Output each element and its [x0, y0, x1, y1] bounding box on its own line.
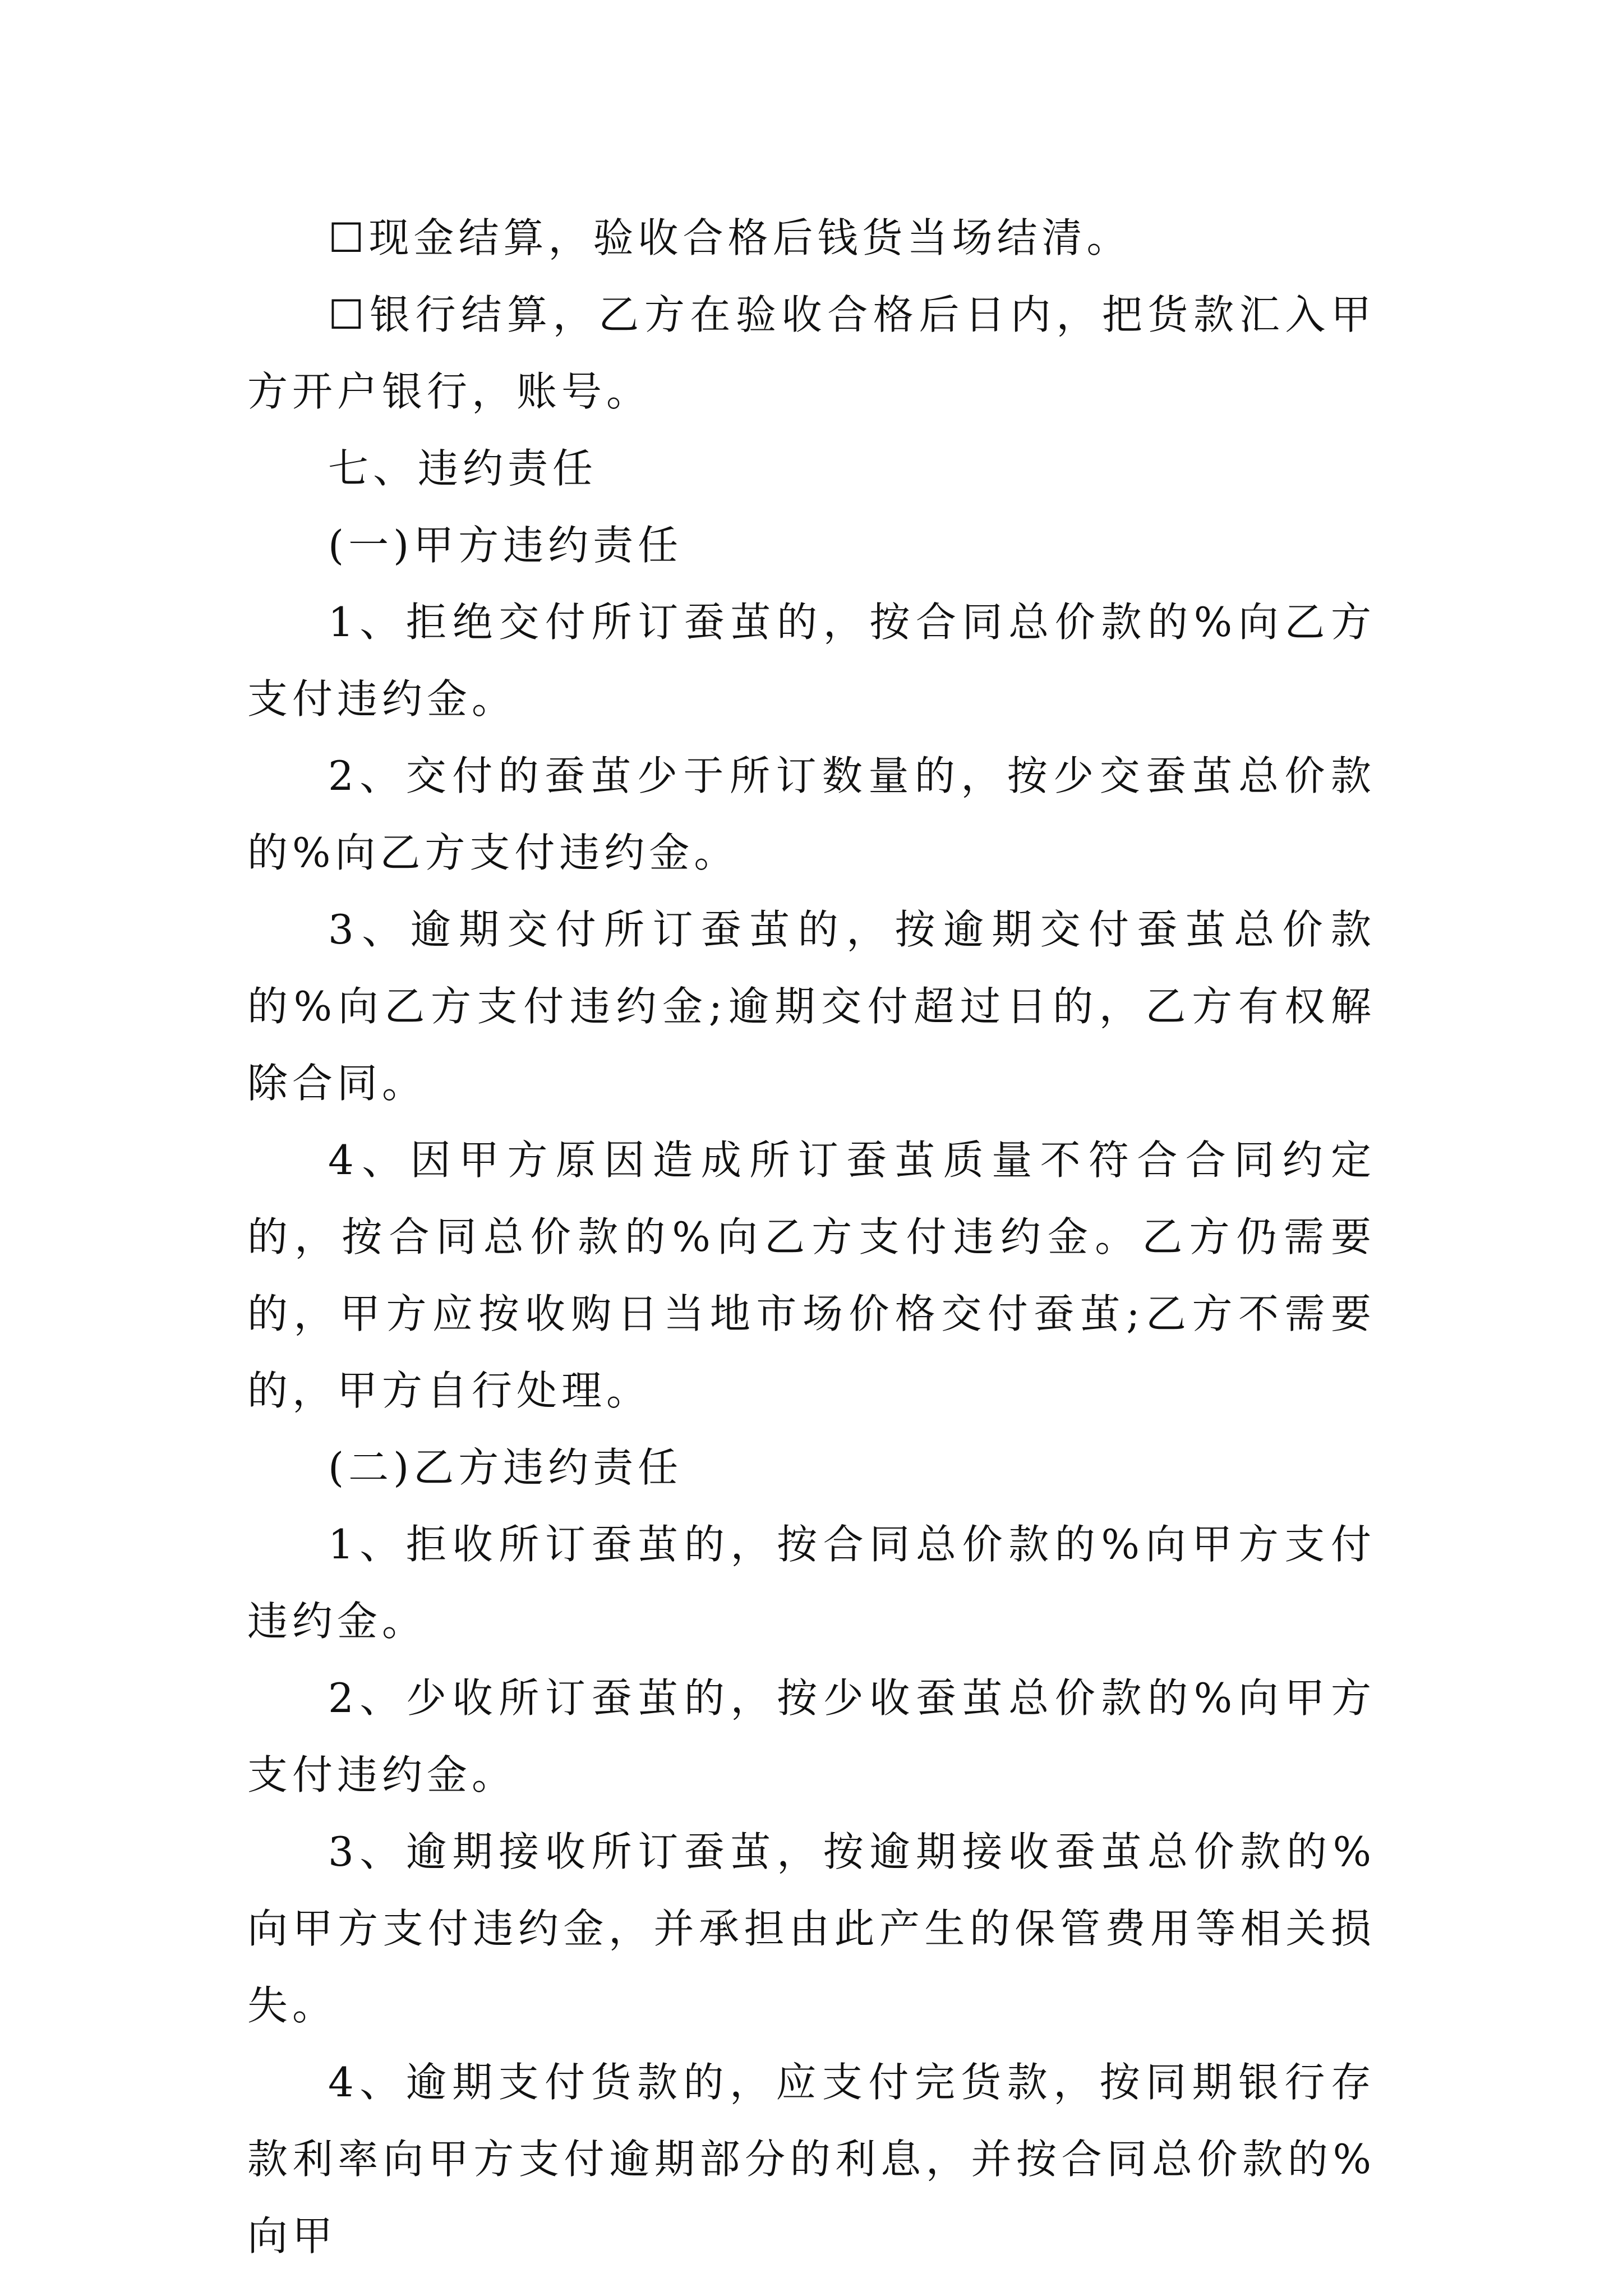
subheading-party-b-liability: (二)乙方违约责任: [328, 1444, 683, 1491]
clause-a-1: 1、拒绝交付所订蚕茧的，按合同总价款的%向乙方支付违约金。: [247, 599, 1376, 723]
paragraph-cash-settlement: ☐现金结算，验收合格后钱货当场结清。: [328, 214, 1132, 261]
section-heading-liability: 七、违约责任: [328, 445, 598, 492]
clause-b-1: 1、拒收所订蚕茧的，按合同总价款的%向甲方支付违约金。: [247, 1521, 1376, 1645]
contract-body: [247, 200, 1376, 2275]
clause-a-3: 3、逾期交付所订蚕茧的，按逾期交付蚕茧总价款的%向乙方支付违约金;逾期交付超过日的，乙方有权解除合同。: [247, 906, 1376, 1107]
clause-b-4: 4、逾期支付货款的，应支付完货款，按同期银行存款利率向甲方支付逾期部分的利息，并按合同总价款的%向甲: [247, 2059, 1376, 2260]
clause-b-2: 2、少收所订蚕茧的，按少收蚕茧总价款的%向甲方支付违约金。: [247, 1674, 1376, 1798]
subheading-party-a-liability: (一)甲方违约责任: [328, 522, 683, 569]
paragraph-bank-settlement: ☐银行结算，乙方在验收合格后日内，把货款汇入甲方开户银行，账号。: [247, 291, 1376, 415]
clause-a-4: 4、因甲方原因造成所订蚕茧质量不符合合同约定的，按合同总价款的%向乙方支付违约金。乙方仍需要的，甲方应按收购日当地市场价格交付蚕茧;乙方不需要的，甲方自行处理。: [247, 1137, 1376, 1414]
clause-a-2: 2、交付的蚕茧少于所订数量的，按少交蚕茧总价款的%向乙方支付违约金。: [247, 752, 1376, 876]
clause-b-3: 3、逾期接收所订蚕茧，按逾期接收蚕茧总价款的%向甲方支付违约金，并承担由此产生的保管费用等相关损失。: [247, 1828, 1376, 2029]
